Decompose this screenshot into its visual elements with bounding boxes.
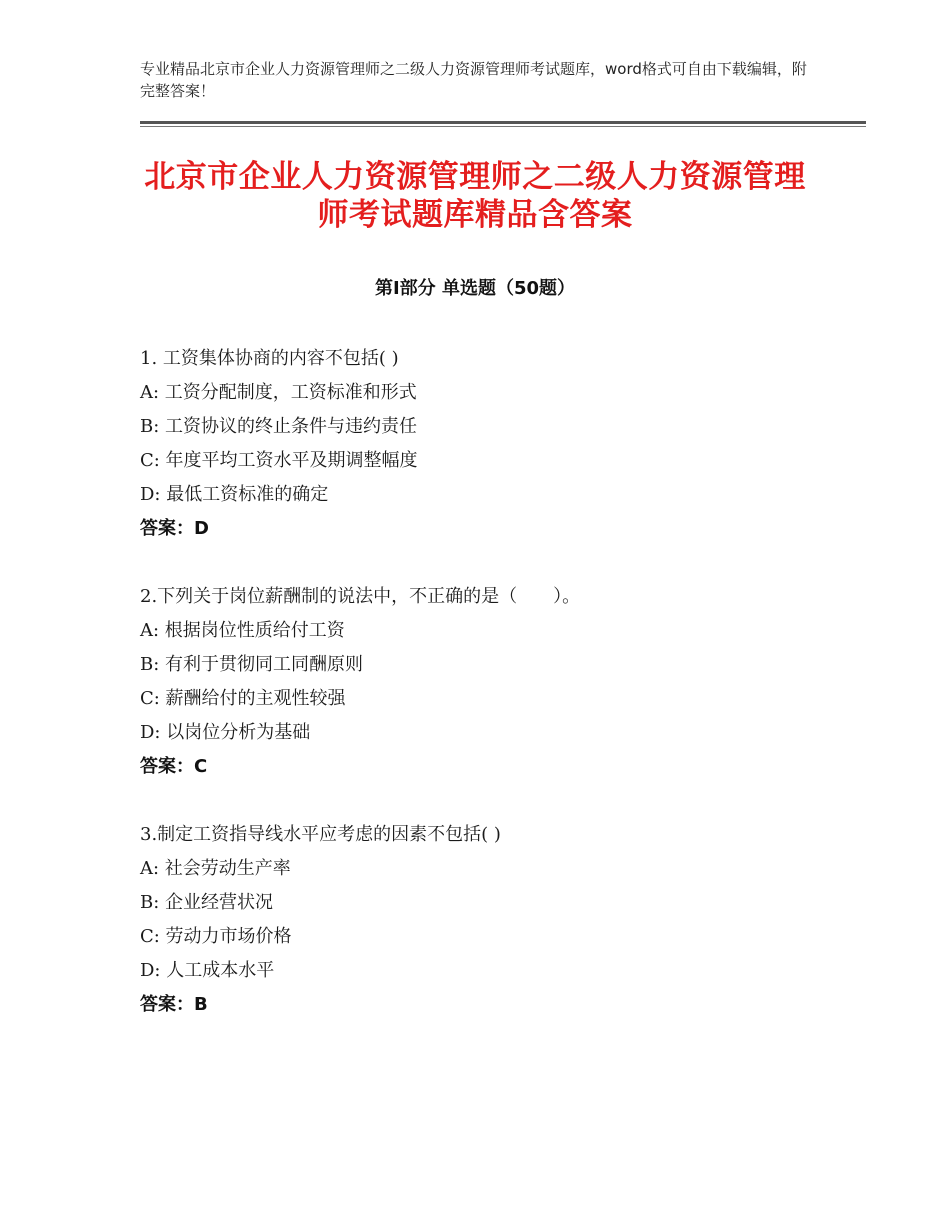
question-2 [140, 580, 820, 784]
option-d: D: 以岗位分析为基础 [140, 722, 311, 743]
option-a: A: 根据岗位性质给付工资 [140, 620, 345, 641]
question-stem: 1. 工资集体协商的内容不包括( ) [140, 348, 399, 369]
option-a: A: 社会劳动生产率 [140, 858, 291, 879]
answer-line: 答案：B [140, 994, 208, 1015]
header-divider-thin [140, 126, 866, 127]
option-c: C: 劳动力市场价格 [140, 926, 292, 947]
option-d: D: 最低工资标准的确定 [140, 484, 329, 505]
question-stem: 3.制定工资指导线水平应考虑的因素不包括( ) [140, 824, 501, 845]
header-note: 专业精品北京市企业人力资源管理师之二级人力资源管理师考试题库，word格式可自由下载编辑，附完整答案！ [140, 60, 807, 100]
option-a: A: 工资分配制度，工资标准和形式 [140, 382, 417, 403]
option-b: B: 有利于贯彻同工同酬原则 [140, 654, 364, 675]
option-d: D: 人工成本水平 [140, 960, 275, 981]
option-b: B: 企业经营状况 [140, 892, 274, 913]
option-c: C: 薪酬给付的主观性较强 [140, 688, 346, 709]
option-b: B: 工资协议的终止条件与违约责任 [140, 416, 418, 437]
section-heading: 第Ⅰ部分 单选题（50题） [374, 278, 575, 299]
answer-line: 答案：C [140, 756, 208, 777]
question-stem: 2.下列关于岗位薪酬制的说法中，不正确的是（ ）。 [140, 586, 581, 607]
option-c: C: 年度平均工资水平及期调整幅度 [140, 450, 418, 471]
question-3 [140, 818, 820, 1022]
question-1 [140, 342, 820, 546]
question-list [140, 342, 820, 1056]
document-title: 北京市企业人力资源管理师之二级人力资源管理师考试题库精品含答案 [144, 159, 806, 233]
answer-line: 答案：D [140, 518, 209, 539]
header-divider-thick [140, 121, 866, 124]
